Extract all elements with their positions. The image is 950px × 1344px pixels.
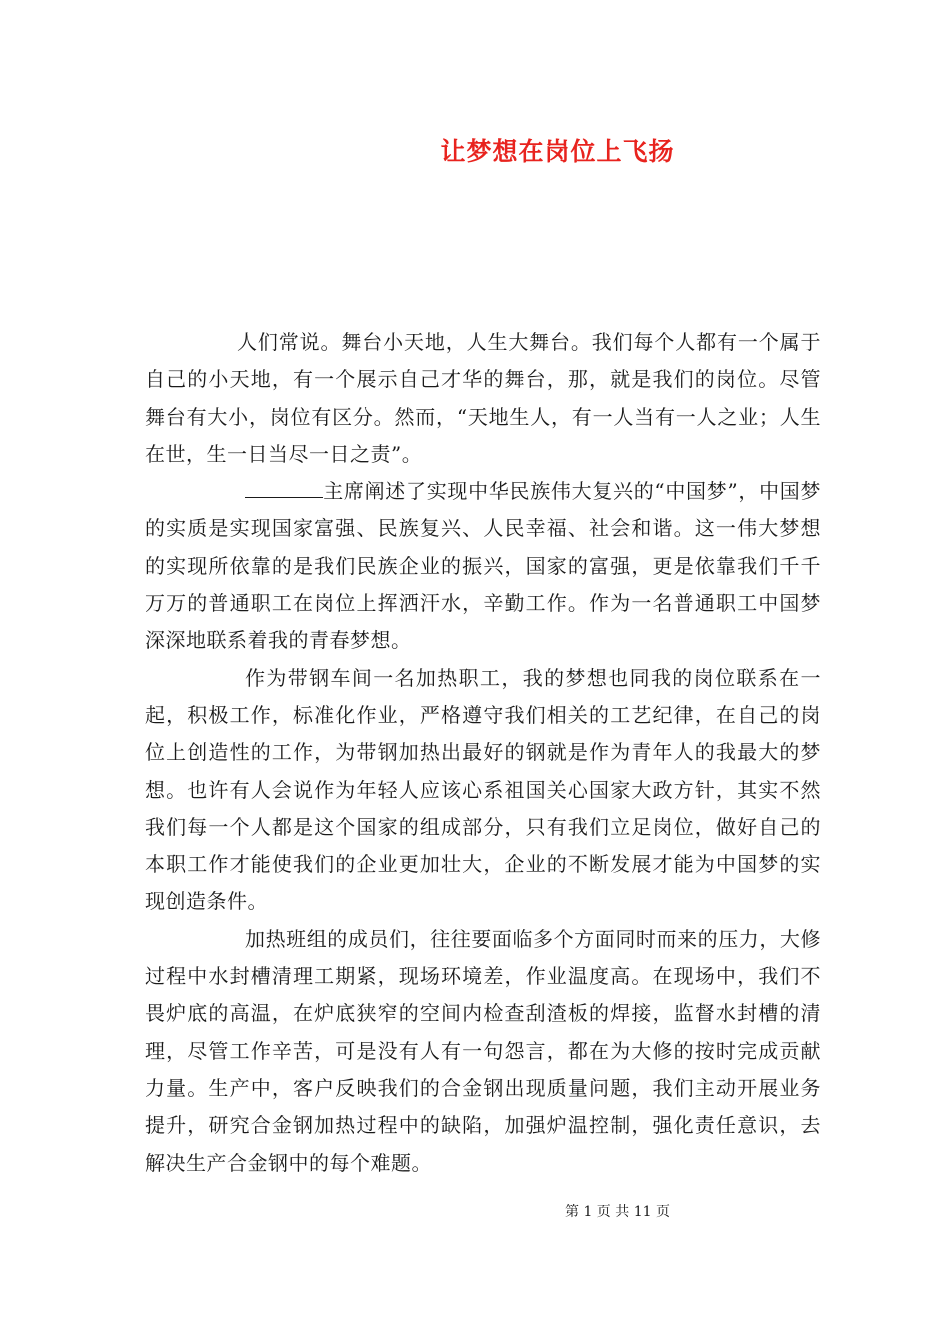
paragraph-2 — [145, 473, 821, 659]
paragraph-2-text: 主席阐述了实现中华民族伟大复兴的“中国梦”，中国梦的实质是实现国家富强、民族复兴、人民幸福、社会和谐。这一伟大梦想的实现所依靠的是我们民族企业的振兴，国家的富强，更是依靠我们千千万万的普通职工在岗位上挥洒汗水，辛勤工作。作为一名普通职工中国梦深深地联系着我的青春梦想。 — [145, 479, 821, 653]
paragraph-4: 加热班组的成员们，往往要面临多个方面同时而来的压力，大修过程中水封槽清理工期紧，现场环境差，作业温度高。在现场中，我们不畏炉底的高温，在炉底狭窄的空间内检查刮渣板的焊接，监督水封槽的清理，尽管工作辛苦，可是没有人有一句怨言，都在为大修的按时完成贡献力量。生产中，客户反映我们的合金钢出现质量问题，我们主动开展业务提升，研究合金钢加热过程中的缺陷，加强炉温控制，强化责任意识，去解决生产合金钢中的每个难题。 — [145, 926, 821, 1175]
paragraph-3: 作为带钢车间一名加热职工，我的梦想也同我的岗位联系在一起，积极工作，标准化作业，严格遵守我们相关的工艺纪律，在自己的岗位上创造性的工作，为带钢加热出最好的钢就是作为青年人的我最大的梦想。也许有人会说作为年轻人应该心系祖国关心国家大政方针，其实不然我们每一个人都是这个国家的组成部分，只有我们立足岗位，做好自己的本职工作才能使我们的企业更加壮大，企业的不断发展才能为中国梦的实现创造条件。 — [145, 665, 821, 914]
document-body — [145, 324, 821, 1182]
page-number-footer: 第 1 页 共 11 页 — [565, 1204, 670, 1220]
paragraph-1: 人们常说。舞台小天地，人生大舞台。我们每个人都有一个属于自己的小天地，有一个展示自己才华的舞台，那，就是我们的岗位。尽管舞台有大小，岗位有区分。然而，“天地生人，有一人当有一人之业；人生在世，生一日当尽一日之责”。 — [145, 330, 821, 466]
fill-in-blank — [245, 475, 323, 498]
document-title: 让梦想在岗位上飞扬 — [440, 137, 675, 166]
